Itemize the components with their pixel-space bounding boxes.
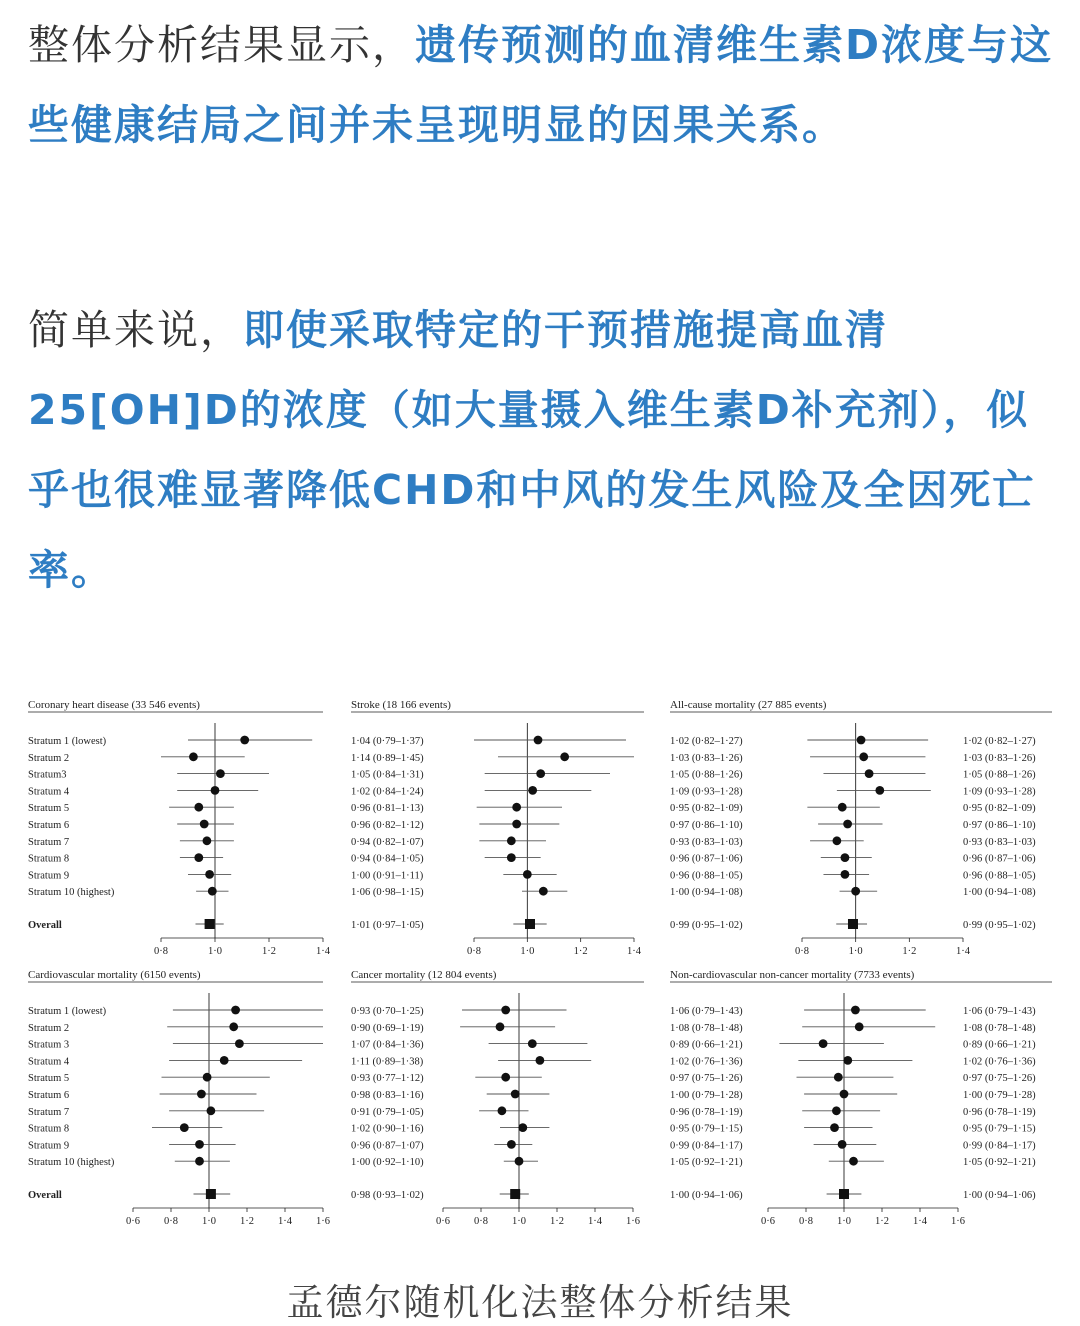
plot-3-estimate-label: 1·03 (0·83–1·26): [670, 752, 743, 764]
stratum-label: Stratum 4: [28, 786, 70, 798]
plot-3-tick-label: 1·2: [902, 946, 917, 957]
plot-6-point: [843, 1056, 852, 1065]
plot-2-overall-square: [525, 919, 535, 929]
plot-1-point: [208, 887, 217, 896]
plot-3-estimate-label: 0·96 (0·87–1·06): [670, 853, 743, 865]
plot-2-tick-label: 1·4: [627, 946, 641, 957]
plot-6-estimate-label: 0·99 (0·84–1·17): [670, 1140, 743, 1152]
paragraph-1-highlight: 遗传预测的血清维生素D浓度与这些健康结局之间并未呈现明显的因果关系。: [28, 21, 1054, 149]
plot-2-point: [539, 887, 548, 896]
plot-3-estimate-label: 1·02 (0·82–1·27): [670, 736, 743, 747]
stratum-label: Stratum 3: [28, 1039, 70, 1051]
plot-5-estimate-label: 1·11 (0·89–1·38): [351, 1056, 424, 1068]
plot-3-point: [859, 752, 868, 761]
plot-6-right-estimate-label: 0·89 (0·66–1·21): [963, 1039, 1036, 1051]
plot-3-point: [841, 870, 850, 879]
plot-4-title: Cardiovascular mortality (6150 events): [28, 969, 201, 981]
plot-6-title: Non-cardiovascular non-cancer mortality (7733 events): [670, 969, 915, 981]
plot-2-estimate-label: 1·14 (0·89–1·45): [351, 752, 424, 764]
plot-6-point: [830, 1123, 839, 1132]
plot-3-right-estimate-label: 1·00 (0·94–1·08): [963, 887, 1036, 899]
plot-1-tick-label: 1·0: [208, 946, 222, 957]
plot-5-estimate-label: 0·93 (0·77–1·12): [351, 1073, 424, 1085]
stratum-label: Stratum 6: [28, 820, 70, 831]
plot-4-point: [180, 1123, 189, 1132]
plot-2-title: Stroke (18 166 events): [351, 699, 451, 711]
plot-2-estimate-label: 1·05 (0·84–1·31): [351, 769, 424, 781]
plot-6-tick-label: 1·6: [951, 1216, 965, 1227]
plot-6-right-estimate-label: 1·08 (0·78–1·48): [963, 1022, 1036, 1034]
plot-3-estimate-label: 0·97 (0·86–1·10): [670, 820, 743, 831]
plot-3-right-estimate-label: 0·93 (0·83–1·03): [963, 836, 1036, 848]
stratum-label: Stratum 10 (highest): [28, 1157, 115, 1169]
plot-5-point: [515, 1157, 524, 1166]
plot-6-right-overall-label: 1·00 (0·94–1·06): [963, 1190, 1036, 1201]
plot-2-point: [534, 736, 543, 745]
plot-5-tick-label: 1·2: [550, 1216, 564, 1227]
plot-2-estimate-label: 0·96 (0·81–1·13): [351, 803, 424, 815]
plot-3-estimate-label: 1·09 (0·93–1·28): [670, 786, 743, 798]
plot-2-tick-label: 0·8: [467, 946, 481, 957]
plot-6-estimate-label: 1·08 (0·78–1·48): [670, 1022, 743, 1034]
plot-1-tick-label: 1·2: [262, 946, 276, 957]
plot-3-point: [838, 803, 847, 812]
stratum-label: Stratum 10 (highest): [28, 887, 115, 899]
plot-3-right-estimate-label: 1·03 (0·83–1·26): [963, 752, 1036, 764]
plot-5-point: [536, 1056, 545, 1065]
plot-6-estimate-label: 1·05 (0·92–1·21): [670, 1157, 743, 1169]
plot-4-point: [203, 1073, 212, 1082]
plot-3-overall-square: [848, 919, 858, 929]
plot-1-point: [203, 836, 212, 845]
plot-1-point: [200, 820, 209, 829]
plot-6-tick-label: 1·2: [875, 1216, 889, 1227]
plot-4-point: [195, 1157, 204, 1166]
plot-1-tick-label: 1·4: [316, 946, 330, 957]
plot-6-estimate-label: 1·00 (0·79–1·28): [670, 1090, 743, 1101]
stratum-label: Stratum 1 (lowest): [28, 1006, 107, 1017]
plot-6-right-estimate-label: 1·05 (0·92–1·21): [963, 1157, 1036, 1169]
plot-3-tick-label: 1·4: [956, 946, 970, 957]
plot-6-point: [851, 1006, 860, 1015]
plot-1-point: [189, 752, 198, 761]
paragraph-2: [28, 290, 1058, 610]
plot-6-estimate-label: 0·89 (0·66–1·21): [670, 1039, 743, 1051]
plot-6-right-estimate-label: 1·00 (0·79–1·28): [963, 1090, 1036, 1101]
plot-6-right-estimate-label: 0·96 (0·78–1·19): [963, 1106, 1036, 1118]
paragraph-1-lead: 整体分析结果显示，: [28, 21, 415, 69]
plot-5-estimate-label: 0·98 (0·83–1·16): [351, 1090, 424, 1101]
plot-3-point: [857, 736, 866, 745]
plot-5-overall-square: [510, 1189, 520, 1199]
paragraph-2-highlight: 即使采取特定的干预措施提高血清25[OH]D的浓度（如大量摄入维生素D补充剂），似乎也很难显著降低CHD和中风的发生风险及全因死亡率。: [28, 306, 1036, 594]
plot-1-title: Coronary heart disease (33 546 events): [28, 699, 200, 711]
plot-6-tick-label: 1·0: [837, 1216, 851, 1227]
plot-5-overall-estimate-label: 0·98 (0·93–1·02): [351, 1190, 424, 1201]
plot-2-estimate-label: 1·00 (0·91–1·11): [351, 870, 424, 882]
plot-5-tick-label: 1·4: [588, 1216, 602, 1227]
plot-5-point: [496, 1022, 505, 1031]
stratum-label: Stratum 8: [28, 1123, 70, 1135]
plot-2-estimate-label: 1·04 (0·79–1·37): [351, 736, 424, 747]
plot-4-point: [231, 1006, 240, 1015]
plot-6-overall-square: [839, 1189, 849, 1199]
plot-6-point: [819, 1039, 828, 1048]
plot-6-point: [838, 1140, 847, 1149]
plot-6-right-estimate-label: 1·06 (0·79–1·43): [963, 1006, 1036, 1017]
plot-4-tick-label: 0·6: [126, 1216, 140, 1227]
plot-1-point: [205, 870, 214, 879]
plot-1-point: [240, 736, 249, 745]
stratum-label: Stratum 1 (lowest): [28, 736, 107, 747]
plot-2-point: [507, 836, 516, 845]
plot-2-point: [560, 752, 569, 761]
plot-5-estimate-label: 0·91 (0·79–1·05): [351, 1106, 424, 1118]
plot-1-point: [194, 853, 203, 862]
plot-3-right-estimate-label: 1·09 (0·93–1·28): [963, 786, 1036, 798]
plot-5-point: [501, 1073, 510, 1082]
plot-3-right-estimate-label: 0·96 (0·87–1·06): [963, 853, 1036, 865]
plot-3-point: [832, 836, 841, 845]
plot-3-right-estimate-label: 0·96 (0·88–1·05): [963, 870, 1036, 882]
plot-2-estimate-label: 1·02 (0·84–1·24): [351, 786, 424, 798]
plot-6-right-estimate-label: 0·99 (0·84–1·17): [963, 1140, 1036, 1152]
plot-4-tick-label: 1·2: [240, 1216, 254, 1227]
plot-1-tick-label: 0·8: [154, 946, 168, 957]
plot-5-estimate-label: 0·93 (0·70–1·25): [351, 1006, 424, 1017]
paragraph-2-lead: 简单来说，: [28, 306, 243, 354]
stratum-label: Stratum 9: [28, 870, 70, 882]
plot-4-point: [220, 1056, 229, 1065]
stratum-label: Stratum3: [28, 769, 67, 781]
plot-4-point: [195, 1140, 204, 1149]
stratum-label: Stratum 7: [28, 1106, 70, 1118]
stratum-label: Stratum 8: [28, 853, 70, 865]
plot-6-estimate-label: 0·96 (0·78–1·19): [670, 1106, 743, 1118]
plot-5-estimate-label: 0·96 (0·87–1·07): [351, 1140, 424, 1152]
plot-4-tick-label: 0·8: [164, 1216, 178, 1227]
plot-3-tick-label: 0·8: [795, 946, 809, 957]
plot-3-estimate-label: 0·96 (0·88–1·05): [670, 870, 743, 882]
plot-2-estimate-label: 1·06 (0·98–1·15): [351, 887, 424, 899]
plot-2-tick-label: 1·2: [573, 946, 588, 957]
plot-5-estimate-label: 0·90 (0·69–1·19): [351, 1022, 424, 1034]
forest-plot-figure: [18, 688, 1062, 1233]
plot-2-point: [523, 870, 532, 879]
plot-5-point: [528, 1039, 537, 1048]
plot-4-point: [229, 1022, 238, 1031]
plot-2-tick-label: 1·0: [520, 946, 535, 957]
plot-5-estimate-label: 1·00 (0·92–1·10): [351, 1157, 424, 1169]
plot-3-estimate-label: 1·05 (0·88–1·26): [670, 769, 743, 781]
plot-3-estimate-label: 0·93 (0·83–1·03): [670, 836, 743, 848]
plot-3-point: [865, 769, 874, 778]
plot-5-tick-label: 1·0: [512, 1216, 526, 1227]
plot-4-tick-label: 1·4: [278, 1216, 292, 1227]
stratum-label: Stratum 6: [28, 1090, 70, 1101]
plot-2-estimate-label: 0·94 (0·84–1·05): [351, 853, 424, 865]
plot-2-point: [512, 820, 521, 829]
stratum-label: Stratum 2: [28, 752, 70, 764]
plot-3-right-overall-label: 0·99 (0·95–1·02): [963, 920, 1036, 931]
plot-2-estimate-label: 0·96 (0·82–1·12): [351, 820, 424, 831]
plot-6-estimate-label: 0·95 (0·79–1·15): [670, 1123, 743, 1135]
plot-5-tick-label: 1·6: [626, 1216, 640, 1227]
plot-3-right-estimate-label: 1·05 (0·88–1·26): [963, 769, 1036, 781]
plot-3-tick-label: 1·0: [848, 946, 863, 957]
stratum-label: Stratum 2: [28, 1022, 70, 1034]
plot-2-point: [507, 853, 516, 862]
paragraph-1: [28, 5, 1058, 165]
plot-6-point: [840, 1090, 849, 1099]
plot-2-overall-estimate-label: 1·01 (0·97–1·05): [351, 920, 424, 931]
stratum-label: Stratum 5: [28, 1073, 70, 1085]
plot-3-estimate-label: 1·00 (0·94–1·08): [670, 887, 743, 899]
stratum-label: Stratum 5: [28, 803, 70, 815]
plot-2-point: [512, 803, 521, 812]
plot-4-tick-label: 1·0: [202, 1216, 216, 1227]
overall-label: Overall: [28, 1190, 62, 1201]
plot-6-estimate-label: 1·06 (0·79–1·43): [670, 1006, 743, 1017]
plot-6-estimate-label: 1·02 (0·76–1·36): [670, 1056, 743, 1068]
plot-5-estimate-label: 1·02 (0·90–1·16): [351, 1123, 424, 1135]
plot-3-right-estimate-label: 1·02 (0·82–1·27): [963, 736, 1036, 747]
plot-6-tick-label: 0·8: [799, 1216, 813, 1227]
plot-3-estimate-label: 0·95 (0·82–1·09): [670, 803, 743, 815]
plot-6-right-estimate-label: 1·02 (0·76–1·36): [963, 1056, 1036, 1068]
plot-3-overall-estimate-label: 0·99 (0·95–1·02): [670, 920, 743, 931]
overall-label: Overall: [28, 920, 62, 931]
stratum-label: Stratum 7: [28, 836, 70, 848]
plot-5-tick-label: 0·8: [474, 1216, 488, 1227]
plot-6-tick-label: 1·4: [913, 1216, 927, 1227]
plot-6-point: [832, 1106, 841, 1115]
plot-6-right-estimate-label: 0·95 (0·79–1·15): [963, 1123, 1036, 1135]
plot-4-tick-label: 1·6: [316, 1216, 330, 1227]
plot-3-point: [851, 887, 860, 896]
plot-6-estimate-label: 0·97 (0·75–1·26): [670, 1073, 743, 1085]
plot-3-title: All-cause mortality (27 885 events): [670, 699, 827, 711]
plot-6-overall-estimate-label: 1·00 (0·94–1·06): [670, 1190, 743, 1201]
plot-5-tick-label: 0·6: [436, 1216, 450, 1227]
plot-5-point: [507, 1140, 516, 1149]
plot-3-point: [841, 853, 850, 862]
plot-1-overall-square: [205, 919, 215, 929]
plot-5-estimate-label: 1·07 (0·84–1·36): [351, 1039, 424, 1051]
plot-2-estimate-label: 0·94 (0·82–1·07): [351, 836, 424, 848]
plot-2-point: [528, 786, 537, 795]
plot-6-tick-label: 0·6: [761, 1216, 775, 1227]
stratum-label: Stratum 4: [28, 1056, 70, 1068]
plot-5-title: Cancer mortality (12 804 events): [351, 969, 497, 981]
plot-5-point: [511, 1090, 520, 1099]
plot-4-point: [207, 1106, 216, 1115]
plot-6-point: [855, 1022, 864, 1031]
plot-1-point: [216, 769, 225, 778]
plot-1-point: [194, 803, 203, 812]
plot-5-point: [498, 1106, 507, 1115]
plot-3-right-estimate-label: 0·95 (0·82–1·09): [963, 803, 1036, 815]
plot-4-point: [235, 1039, 244, 1048]
plot-5-point: [501, 1006, 510, 1015]
plot-6-point: [834, 1073, 843, 1082]
plot-6-right-estimate-label: 0·97 (0·75–1·26): [963, 1073, 1036, 1085]
plot-1-point: [211, 786, 220, 795]
stratum-label: Stratum 9: [28, 1140, 70, 1152]
plot-5-point: [518, 1123, 527, 1132]
plot-4-overall-square: [206, 1189, 216, 1199]
plot-2-point: [536, 769, 545, 778]
plot-6-point: [849, 1157, 858, 1166]
figure-caption: 孟德尔随机化法整体分析结果: [286, 1281, 794, 1324]
plot-3-point: [875, 786, 884, 795]
plot-3-right-estimate-label: 0·97 (0·86–1·10): [963, 820, 1036, 831]
plot-4-point: [197, 1090, 206, 1099]
plot-3-point: [843, 820, 852, 829]
